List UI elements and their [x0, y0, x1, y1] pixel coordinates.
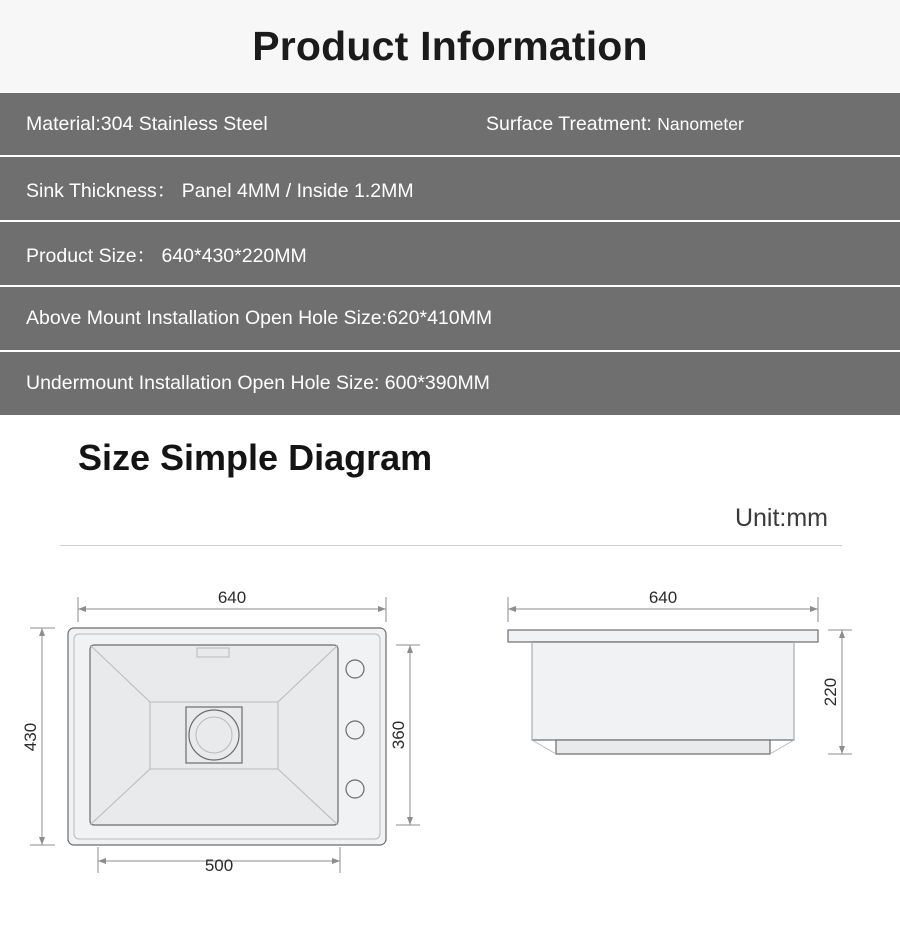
- spec-undermount-label: Undermount Installation Open Hole Size: 600*390MM: [26, 372, 490, 394]
- diagram-section-title: Size Simple Diagram: [78, 437, 433, 478]
- page-title: Product Information: [252, 22, 648, 69]
- top-view-inner-width-value: 500: [204, 856, 234, 875]
- spec-above-mount-label: Above Mount Installation Open Hole Size:620*410MM: [26, 307, 493, 329]
- diagram-drawing: [0, 417, 900, 907]
- side-view-width-value: 640: [648, 588, 678, 607]
- size-diagram-section: [0, 417, 900, 907]
- diagram-unit-label: Unit:mm: [734, 504, 828, 532]
- spec-row: [0, 157, 900, 222]
- spec-thickness-label: Sink Thickness： Panel 4MM / Inside 1.2MM: [26, 179, 414, 202]
- page-header: [0, 0, 900, 92]
- spec-surface-treatment-label: Surface Treatment:: [486, 112, 652, 135]
- spec-row: [0, 222, 900, 287]
- spec-surface-treatment: [486, 113, 900, 136]
- spec-row: [0, 287, 900, 352]
- spec-row: [0, 92, 900, 157]
- side-view-depth-value: 220: [821, 677, 840, 707]
- spec-material-label: Material:304 Stainless Steel: [26, 112, 268, 135]
- spec-product-size-label: Product Size： 640*430*220MM: [26, 244, 307, 267]
- top-view-width-value: 640: [217, 588, 247, 607]
- specification-table: [0, 92, 900, 417]
- top-view-inner-height-value: 360: [389, 720, 408, 750]
- spec-surface-treatment-value: Nanometer: [657, 113, 744, 134]
- spec-row: [0, 352, 900, 417]
- top-view-height-value: 430: [21, 722, 40, 752]
